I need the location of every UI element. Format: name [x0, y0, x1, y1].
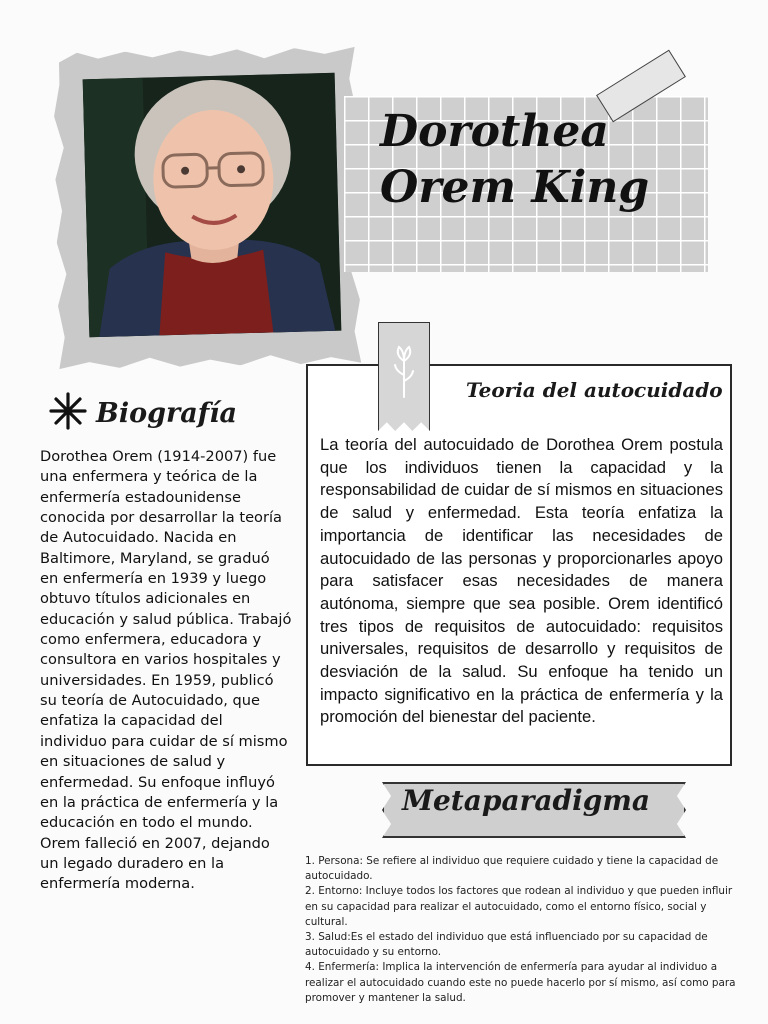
page-title — [380, 104, 710, 216]
biografia-heading: Biografía — [96, 397, 238, 429]
title-line-2: Orem King — [380, 162, 650, 213]
theory-heading: Teoria del autocuidado — [466, 378, 723, 402]
metaparadigma-heading: Metaparadigma — [402, 784, 651, 817]
list-item-persona: 1. Persona: Se refiere al individuo que requiere cuidado y tiene la capacidad de autocuidado. — [305, 855, 719, 883]
list-item-entorno: 2. Entorno: Incluye todos los factores que rodean al individuo y que pueden influir en su capacidad para realizar el autocuidado, como el entorno físico, social y cultural. — [305, 885, 733, 928]
biografia-header — [48, 388, 237, 438]
list-item-salud: 3. Salud:Es el estado del individuo que está influenciado por su capacidad de autocuidado y su entorno. — [305, 931, 708, 959]
bookmark-tab — [378, 322, 430, 431]
theory-text: La teoría del autocuidado de Dorothea Orem postula que los individuos tienen la capacidad y la responsabilidad de cuidar de sí mismos en situaciones de salud y enfermedad. Esta teoría enfatiza la importancia de identificar las necesidades de autocuidado de las personas y proporcionarles apoyo para satisfacer esas necesidades de manera autónoma, siempre que sea posible. Orem identificó tres tipos de requisitos de autocuidado: requisitos universales, requisitos de desarrollo y requisitos de desviación de la salud. Su enfoque ha tenido un impacto significativo en la práctica de enfermería y la promoción del bienestar del paciente. — [320, 435, 723, 727]
asterisk-icon — [48, 391, 88, 435]
flower-icon — [391, 343, 417, 403]
biografia-text: Dorothea Orem (1914-2007) fue una enfermera y teórica de la enfermería estadounidense conocida por desarrollar la teoría de Autocuidado. Nacida en Baltimore, Maryland, se graduó en enfermería en 1939 y luego obtuvo títulos adicionales en educación y salud pública. Trabajó como enfermera, educadora y consultora en varios hospitales y universidades. En 1959, publicó su teoría de Autocuidado, que enfatiza la capacidad del individuo para cuidar de sí mismo en situaciones de salud y enfermedad. Su enfoque influyó en la práctica de enfermería y la educación en todo el mundo. Orem falleció en 2007, dejando un legado duradero en la enfermería moderna. — [40, 448, 292, 893]
title-line-1: Dorothea — [380, 106, 609, 157]
portrait-photo — [83, 73, 342, 338]
metaparadigma-list — [305, 854, 739, 1006]
list-item-enfermeria: 4. Enfermería: Implica la intervención de enfermería para ayudar al individuo a realizar el autocuidado cuando este no puede hacerlo por sí mismo, así como para promover y mantener la salud. — [305, 961, 736, 1004]
